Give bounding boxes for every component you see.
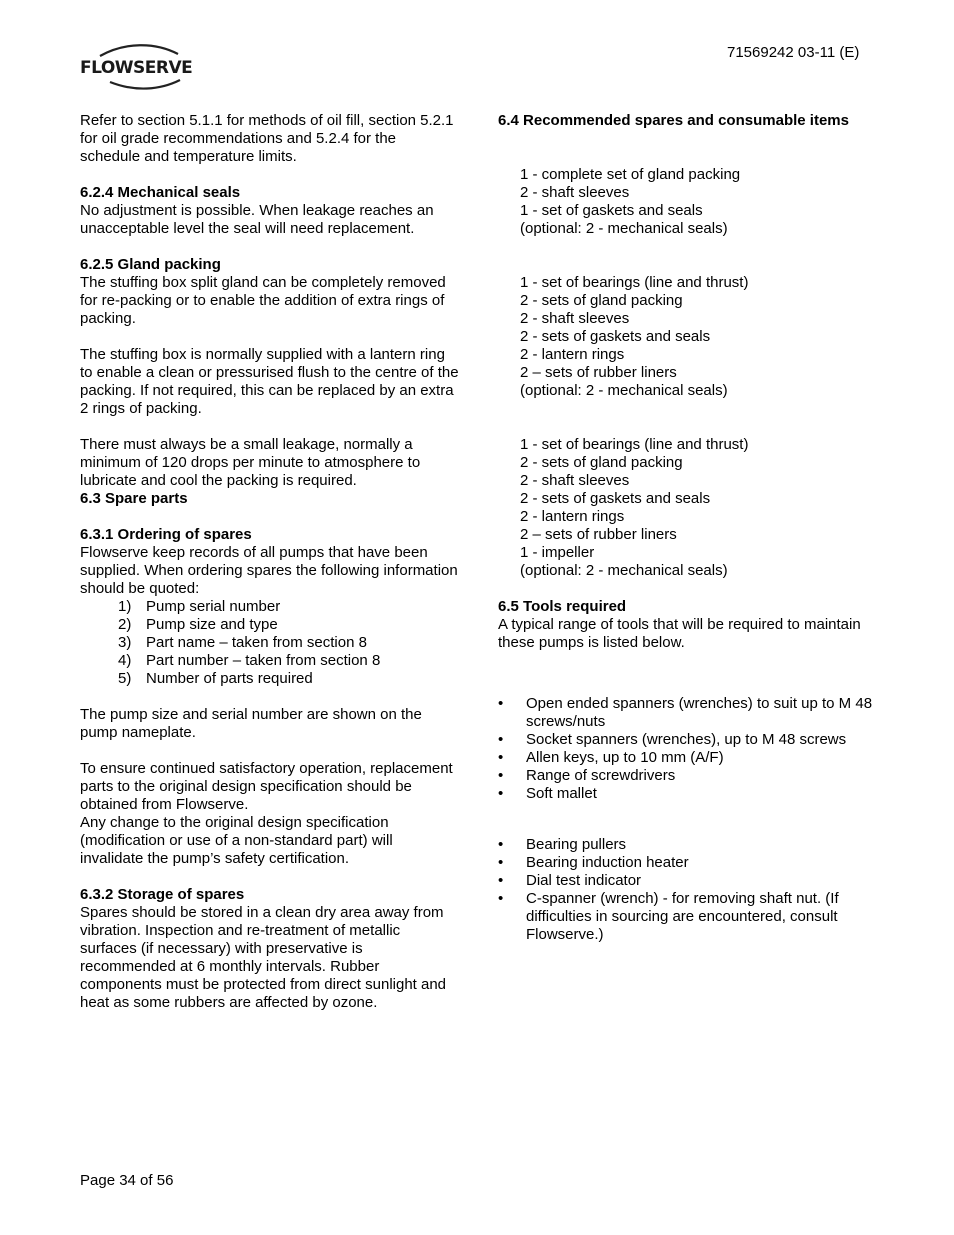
list-number: 1) [118,598,132,615]
list-number: 4) [118,652,132,669]
list-item [498,767,878,785]
section-6-2-4-text: No adjustment is possible. When leakage reaches an unacceptable level the seal will need replacement. [80,202,434,237]
list-item: 2 - sets of gaskets and seals [520,328,711,345]
bullet-icon: • [498,695,504,712]
list-item [80,634,460,652]
bullet-icon: • [498,836,504,853]
list-item: 1 - set of bearings (line and thrust) [520,436,749,453]
order-info-list [80,598,460,688]
section-6-3-2-text: Spares should be stored in a clean dry area away from vibration. Inspection and re-treatment of metallic surfaces (if necessary) with preservative is recommended at 6 monthly intervals. Rubber components must be protected from direct sunlight and heat as some rubbers are affected by ozone. [80,904,447,1011]
section-6-2-5-paragraph-1: The stuffing box split gland can be completely removed for re-packing or to enable the addition of extra rings of packing. [80,274,446,327]
section-6-3-1-text: Flowserve keep records of all pumps that have been supplied. When ordering spares the following information should be quoted: [80,544,458,597]
list-item [80,598,460,616]
list-item: (optional: 2 - mechanical seals) [520,220,728,237]
list-item-text: Range of screwdrivers [526,767,676,784]
list-item: 2 - sets of gland packing [520,454,683,471]
bullet-icon: • [498,749,504,766]
section-6-2-5-paragraph-2: The stuffing box is normally supplied with a lantern ring to enable a clean or pressurised flush to the centre of the packing. If not required, this can be replaced by an extra 2 rings of packing. [80,346,459,417]
tools-list-2 [498,836,878,944]
list-item-text: Dial test indicator [526,872,642,889]
spares-group-2 [498,274,878,400]
list-item [498,872,878,890]
list-item: 1 - complete set of gland packing [520,166,741,183]
list-item [80,670,460,688]
list-item [498,731,878,749]
list-number: 2) [118,616,132,633]
list-item [498,749,878,767]
section-6-5-heading: 6.5 Tools required [498,598,627,615]
list-item: 2 - shaft sleeves [520,310,630,327]
list-item-text: C-spanner (wrench) - for removing shaft nut. (If difficulties in sourcing are encountered, consult Flowserve.) [526,890,839,943]
list-item-text: Bearing induction heater [526,854,689,871]
list-number: 3) [118,634,132,651]
tools-list-1 [498,695,878,803]
spares-group-3 [498,436,878,580]
list-item: 2 – sets of rubber liners [520,364,677,381]
section-6-2-5-paragraph-3: There must always be a small leakage, normally a minimum of 120 drops per minute to atmosphere to lubricate and cool the packing is required. [80,436,421,489]
section-6-3-2-heading: 6.3.2 Storage of spares [80,886,245,903]
intro-paragraph: Refer to section 5.1.1 for methods of oil fill, section 5.2.1 for oil grade recommendations and 5.2.4 for the schedule and temperature limits. [80,112,454,165]
list-item-text: Pump serial number [146,598,281,615]
list-item [80,652,460,670]
list-item: 1 - set of bearings (line and thrust) [520,274,749,291]
list-item: (optional: 2 - mechanical seals) [520,562,728,579]
list-item: 2 - sets of gaskets and seals [520,490,711,507]
list-number: 5) [118,670,132,687]
ensure-paragraph: To ensure continued satisfactory operation, replacement parts to the original design specification should be obtained from Flowserve. [80,760,453,813]
nameplate-paragraph: The pump size and serial number are shown on the pump nameplate. [80,706,422,741]
list-item-text: Part name – taken from section 8 [146,634,367,651]
flowserve-logo [80,44,196,90]
list-item-text: Pump size and type [146,616,278,633]
section-6-4-heading: 6.4 Recommended spares and consumable items [498,112,849,129]
bullet-icon: • [498,872,504,889]
list-item-text: Open ended spanners (wrenches) to suit up to M 48 screws/nuts [526,695,873,730]
change-paragraph: Any change to the original design specification (modification or use of a non-standard part) will invalidate the pump’s safety certification. [80,814,393,867]
right-column [498,112,878,944]
spares-group-1 [498,166,878,238]
section-6-5-text: A typical range of tools that will be required to maintain these pumps is listed below. [498,616,861,651]
list-item [498,695,878,731]
list-item: 1 - set of gaskets and seals [520,202,703,219]
list-item-text: Number of parts required [146,670,313,687]
list-item [80,616,460,634]
list-item: 2 - shaft sleeves [520,472,630,489]
list-item-text: Allen keys, up to 10 mm (A/F) [526,749,724,766]
list-item-text: Bearing pullers [526,836,627,853]
document-number: 71569242 03-11 (E) [727,44,860,61]
section-6-3-heading: 6.3 Spare parts [80,490,188,507]
section-6-2-4-heading: 6.2.4 Mechanical seals [80,184,241,201]
page-number: Page 34 of 56 [80,1172,174,1189]
list-item-text: Soft mallet [526,785,597,802]
list-item: 2 - lantern rings [520,346,625,363]
bullet-icon: • [498,767,504,784]
list-item: (optional: 2 - mechanical seals) [520,382,728,399]
list-item-text: Socket spanners (wrenches), up to M 48 screws [526,731,847,748]
section-6-3-1-heading: 6.3.1 Ordering of spares [80,526,252,543]
bullet-icon: • [498,890,504,907]
list-item [498,836,878,854]
bullet-icon: • [498,785,504,802]
list-item: 2 – sets of rubber liners [520,526,677,543]
left-column [80,112,460,1012]
list-item: 2 - sets of gland packing [520,292,683,309]
list-item [498,854,878,872]
logo-text: FLOWSERVE [80,58,193,78]
list-item: 1 - impeller [520,544,595,561]
list-item-text: Part number – taken from section 8 [146,652,381,669]
list-item: 2 - lantern rings [520,508,625,525]
list-item: 2 - shaft sleeves [520,184,630,201]
bullet-icon: • [498,731,504,748]
bullet-icon: • [498,854,504,871]
list-item [498,890,878,944]
list-item [498,785,878,803]
section-6-2-5-heading: 6.2.5 Gland packing [80,256,221,273]
